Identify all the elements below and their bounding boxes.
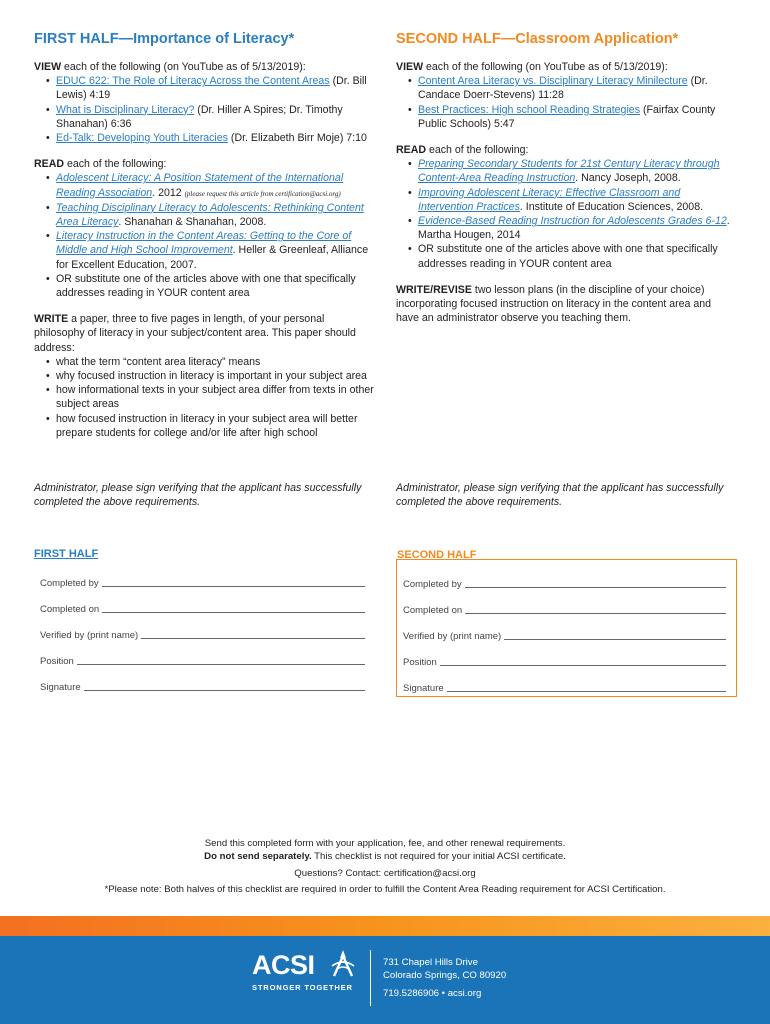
article-link[interactable]: Preparing Secondary Students for 21st Century Literacy through Content-Area Reading Instruction	[418, 158, 720, 185]
position-field[interactable]: Position	[403, 657, 726, 668]
article-link[interactable]: Improving Adolescent Literacy: Effective Classroom and Intervention Practices	[418, 186, 681, 213]
list-item: • why focused instruction in literacy is important in your subject area	[46, 369, 374, 383]
video-link[interactable]: What is Disciplinary Literacy?	[56, 103, 195, 116]
second-half-box-title: SECOND HALF	[397, 549, 477, 561]
list-item: • how informational texts in your subject area differ from texts in other subject areas	[46, 383, 374, 411]
completed-on-field[interactable]: Completed on	[40, 604, 365, 615]
view-list	[46, 74, 374, 145]
article-link[interactable]: Teaching Disciplinary Literacy to Adolescents: Rethinking Content Area Literacy	[56, 201, 364, 229]
banner-divider	[370, 950, 371, 1006]
list-item: • EDUC 622: The Role of Literacy Across the Content Areas (Dr. Bill Lewis) 4:19	[46, 74, 374, 102]
completed-on-field[interactable]: Completed on	[403, 605, 726, 616]
video-link[interactable]: Ed-Talk: Developing Youth Literacies	[56, 132, 228, 145]
admin-note-second: Administrator, please sign verifying that the applicant has successfully completed the above requirements.	[396, 482, 724, 509]
completed-by-field[interactable]: Completed by	[40, 578, 365, 589]
phone-web[interactable]: 719.5286906 • acsi.org	[383, 988, 482, 999]
signature-field[interactable]: Signature	[40, 682, 365, 693]
list-item: • Content Area Literacy vs. Disciplinary Literacy Minilecture (Dr. Candace Doerr-Stevens) 11:28	[408, 74, 736, 102]
completed-by-field[interactable]: Completed by	[403, 579, 726, 590]
read-instruction: READ each of the following:	[396, 144, 529, 157]
list-item: • Improving Adolescent Literacy: Effective Classroom and Intervention Practices. Institute of Education Sciences, 2008.	[408, 186, 736, 214]
list-item: • OR substitute one of the articles above with one that specifically addresses reading in YOUR content area	[46, 272, 374, 300]
signature-field[interactable]: Signature	[403, 683, 726, 694]
video-link[interactable]: Best Practices: High school Reading Strategies	[418, 103, 640, 116]
acsi-logo[interactable]	[252, 950, 353, 992]
write-instruction: WRITE a paper, three to five pages in length, of your personal philosophy of literacy in your subject/content area. This paper should address:	[34, 313, 356, 354]
list-item: • Literacy Instruction in the Content Areas: Getting to the Core of Middle and High School Improvement. Heller & Greenleaf, Alliance for Excellent Education, 2007.	[46, 229, 374, 272]
first-half-signature-box	[34, 548, 375, 697]
article-link[interactable]: Evidence-Based Reading Instruction for Adolescents Grades 6-12	[418, 215, 727, 228]
torch-icon	[330, 948, 356, 978]
view-instruction: VIEW each of the following (on YouTube as of 5/13/2019):	[396, 61, 668, 73]
verified-by-field[interactable]: Verified by (print name)	[403, 631, 726, 642]
list-item: • Preparing Secondary Students for 21st Century Literacy through Content-Area Reading Instruction. Nancy Joseph, 2008.	[408, 157, 736, 185]
video-link[interactable]: Content Area Literacy vs. Disciplinary Literacy Minilecture	[418, 75, 688, 88]
footer-separately-note: Do not send separately. This checklist is not required for your initial ACSI certificate.	[204, 851, 566, 862]
video-link[interactable]: EDUC 622: The Role of Literacy Across the Content Areas	[56, 75, 330, 88]
article-link[interactable]: Adolescent Literacy: A Position Statement of the International Reading Association	[56, 172, 344, 199]
list-item: • Adolescent Literacy: A Position Statement of the International Reading Association. 2012 (please request this article from certification@acsi.org)	[46, 171, 374, 200]
logo-wordmark: ACSI	[252, 950, 315, 980]
second-half-signature-box	[396, 549, 737, 697]
request-note: (please request this article from certification@acsi.org)	[184, 189, 341, 198]
second-half-column	[396, 30, 736, 325]
footer-send-note: Send this completed form with your application, fee, and other renewal requirements.	[204, 838, 566, 849]
list-item: • Ed-Talk: Developing Youth Literacies (Dr. Elizabeth Birr Moje) 7:10	[46, 131, 374, 145]
address-line-2: Colorado Springs, CO 80920	[383, 969, 507, 981]
article-link[interactable]: Literacy Instruction in the Content Areas: Getting to the Core of Middle and High School Improvement	[56, 230, 352, 257]
read-list	[408, 157, 736, 271]
first-half-heading: FIRST HALF—Importance of Literacy*	[34, 31, 295, 47]
list-item: • OR substitute one of the articles above with one that specifically addresses reading in YOUR content area	[408, 242, 736, 270]
read-list	[46, 171, 374, 300]
write-revise-instruction: WRITE/REVISE two lesson plans (in the discipline of your choice) incorporating focused instruction on literacy in the content area and have an administrator observe you teaching them.	[396, 283, 712, 325]
first-half-column	[34, 30, 374, 440]
first-half-box-title: FIRST HALF	[34, 548, 99, 560]
verified-by-field[interactable]: Verified by (print name)	[40, 630, 365, 641]
logo-tagline: STRONGER TOGETHER	[252, 983, 353, 992]
second-half-heading: SECOND HALF—Classroom Application*	[396, 31, 679, 47]
list-item: • Teaching Disciplinary Literacy to Adolescents: Rethinking Content Area Literacy. Shanahan & Shanahan, 2008.	[46, 201, 374, 229]
list-item: • What is Disciplinary Literacy? (Dr. Hiller A Spires; Dr. Timothy Shanahan) 6:36	[46, 103, 374, 131]
address-line-1: 731 Chapel Hills Drive	[383, 957, 478, 968]
view-list	[408, 74, 736, 131]
read-instruction: READ each of the following:	[34, 158, 167, 171]
footer-questions: Questions? Contact: certification@acsi.org	[294, 868, 476, 879]
view-instruction: VIEW each of the following (on YouTube as of 5/13/2019):	[34, 61, 306, 73]
orange-gradient-band	[0, 916, 770, 936]
position-field[interactable]: Position	[40, 656, 365, 667]
footer-please-note: *Please note: Both halves of this checklist are required in order to fulfill the Content Area Reading requirement for ACSI Certification.	[104, 884, 666, 895]
list-item: • what the term “content area literacy” means	[46, 355, 374, 369]
list-item: • Evidence-Based Reading Instruction for Adolescents Grades 6-12. Martha Hougen, 2014	[408, 214, 736, 242]
write-list	[46, 355, 374, 440]
contact-info	[383, 957, 506, 1001]
admin-note-first: Administrator, please sign verifying that the applicant has successfully completed the above requirements.	[34, 482, 362, 509]
list-item: • how focused instruction in literacy in your subject area will better prepare students for college and/or life after high school	[46, 412, 374, 440]
list-item: • Best Practices: High school Reading Strategies (Fairfax County Public Schools) 5:47	[408, 103, 736, 131]
